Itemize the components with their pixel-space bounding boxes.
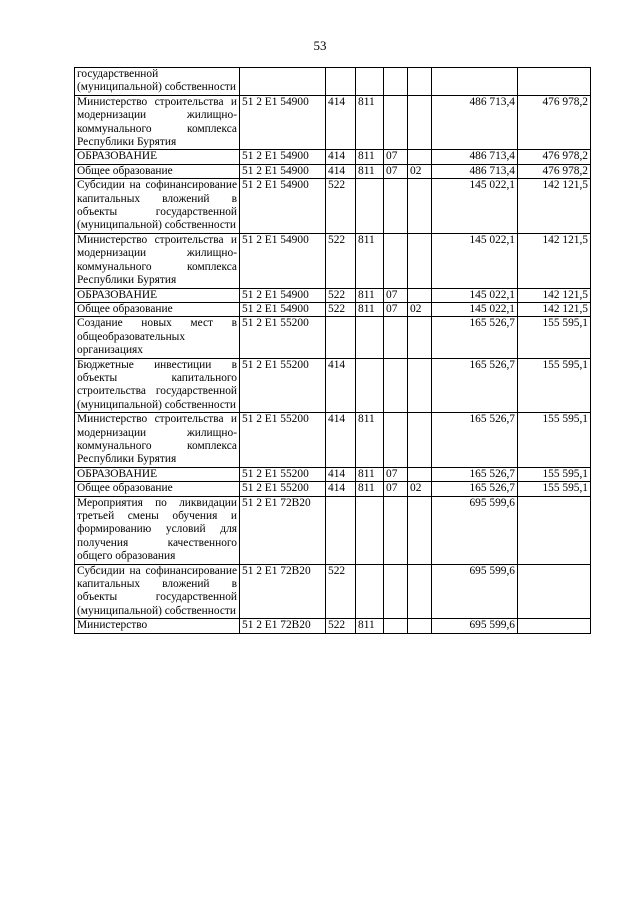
expense-type-cell: 522 (326, 619, 356, 633)
subsection-cell: 02 (408, 164, 432, 178)
subsection-cell (408, 179, 432, 234)
subsection-cell (408, 317, 432, 358)
amount-year2-cell: 476 978,2 (518, 150, 591, 164)
target-code-cell: 51 2 E1 55200 (240, 413, 326, 468)
row-name-cell: ОБРАЗОВАНИЕ (75, 150, 240, 164)
target-code-cell: 51 2 E1 54900 (240, 95, 326, 150)
target-code-cell (240, 68, 326, 96)
subsection-cell (408, 358, 432, 413)
ministry-code-cell: 811 (356, 288, 384, 302)
amount-year2-cell: 155 595,1 (518, 413, 591, 468)
row-name-cell: Министерство строительства и модернизации жилищно-коммунального комплекса Республики Бурятия (75, 413, 240, 468)
subsection-cell: 02 (408, 482, 432, 496)
amount-year1-cell (432, 68, 518, 96)
subsection-cell (408, 95, 432, 150)
target-code-cell: 51 2 E1 54900 (240, 302, 326, 316)
subsection-cell (408, 288, 432, 302)
row-name-cell: Министерство строительства и модернизации жилищно-коммунального комплекса Республики Бурятия (75, 233, 240, 288)
amount-year1-cell: 486 713,4 (432, 95, 518, 150)
subsection-cell (408, 467, 432, 481)
table-row (75, 564, 591, 619)
ministry-code-cell: 811 (356, 95, 384, 150)
table-row (75, 496, 591, 564)
row-name-cell: Министерство (75, 619, 240, 633)
expense-type-cell (326, 317, 356, 358)
amount-year1-cell: 695 599,6 (432, 496, 518, 564)
section-cell (384, 619, 408, 633)
expense-type-cell: 522 (326, 302, 356, 316)
amount-year1-cell: 486 713,4 (432, 164, 518, 178)
ministry-code-cell: 811 (356, 302, 384, 316)
target-code-cell: 51 2 E1 54900 (240, 150, 326, 164)
expense-type-cell: 414 (326, 164, 356, 178)
row-name-cell: Общее образование (75, 302, 240, 316)
target-code-cell: 51 2 E1 55200 (240, 358, 326, 413)
expense-type-cell: 522 (326, 564, 356, 619)
row-name-cell: Бюджетные инвестиции в объекты капитального строительства государственной (муниципальной) собственности (75, 358, 240, 413)
section-cell: 07 (384, 288, 408, 302)
table-row (75, 317, 591, 358)
ministry-code-cell (356, 564, 384, 619)
ministry-code-cell: 811 (356, 150, 384, 164)
expense-type-cell (326, 496, 356, 564)
section-cell: 07 (384, 150, 408, 164)
row-name-cell: Субсидии на софинансирование капитальных вложений в объекты государственной (муниципальной) собственности (75, 179, 240, 234)
row-name-cell: ОБРАЗОВАНИЕ (75, 288, 240, 302)
subsection-cell (408, 619, 432, 633)
amount-year2-cell: 155 595,1 (518, 358, 591, 413)
ministry-code-cell: 811 (356, 482, 384, 496)
subsection-cell (408, 413, 432, 468)
target-code-cell: 51 2 E1 55200 (240, 467, 326, 481)
section-cell (384, 233, 408, 288)
amount-year1-cell: 145 022,1 (432, 233, 518, 288)
section-cell (384, 358, 408, 413)
expense-type-cell: 414 (326, 482, 356, 496)
subsection-cell (408, 68, 432, 96)
expense-type-cell: 414 (326, 467, 356, 481)
expense-type-cell: 522 (326, 179, 356, 234)
section-cell (384, 496, 408, 564)
expense-type-cell: 522 (326, 288, 356, 302)
amount-year1-cell: 695 599,6 (432, 564, 518, 619)
ministry-code-cell (356, 179, 384, 234)
table-row (75, 619, 591, 633)
row-name-cell: Субсидии на софинансирование капитальных вложений в объекты государственной (муниципальной) собственности (75, 564, 240, 619)
row-name-cell: Общее образование (75, 482, 240, 496)
amount-year2-cell: 142 121,5 (518, 233, 591, 288)
section-cell (384, 317, 408, 358)
amount-year2-cell: 155 595,1 (518, 317, 591, 358)
subsection-cell (408, 150, 432, 164)
table-row (75, 95, 591, 150)
ministry-code-cell: 811 (356, 164, 384, 178)
row-name-cell: Мероприятия по ликвидации третьей смены обучения и формированию условий для получения качественного общего образования (75, 496, 240, 564)
amount-year2-cell: 142 121,5 (518, 288, 591, 302)
target-code-cell: 51 2 E1 55200 (240, 482, 326, 496)
ministry-code-cell (356, 496, 384, 564)
amount-year1-cell: 165 526,7 (432, 413, 518, 468)
table-row (75, 288, 591, 302)
target-code-cell: 51 2 E1 72B20 (240, 564, 326, 619)
table-row (75, 413, 591, 468)
table-row (75, 302, 591, 316)
expense-type-cell: 414 (326, 150, 356, 164)
section-cell (384, 95, 408, 150)
subsection-cell (408, 233, 432, 288)
expense-type-cell: 414 (326, 358, 356, 413)
row-name-cell: Создание новых мест в общеобразовательных организациях (75, 317, 240, 358)
amount-year1-cell: 165 526,7 (432, 467, 518, 481)
amount-year2-cell (518, 496, 591, 564)
page-number: 53 (313, 38, 327, 53)
amount-year1-cell: 165 526,7 (432, 317, 518, 358)
target-code-cell: 51 2 E1 54900 (240, 164, 326, 178)
row-name-cell: государственной (муниципальной) собственности (75, 68, 240, 96)
amount-year1-cell: 145 022,1 (432, 288, 518, 302)
amount-year2-cell: 142 121,5 (518, 179, 591, 234)
target-code-cell: 51 2 E1 72B20 (240, 619, 326, 633)
amount-year2-cell: 476 978,2 (518, 95, 591, 150)
amount-year2-cell (518, 619, 591, 633)
table-row (75, 179, 591, 234)
budget-table (74, 67, 591, 634)
amount-year1-cell: 165 526,7 (432, 358, 518, 413)
subsection-cell: 02 (408, 302, 432, 316)
ministry-code-cell (356, 358, 384, 413)
expense-type-cell (326, 68, 356, 96)
section-cell (384, 68, 408, 96)
section-cell (384, 413, 408, 468)
amount-year2-cell: 155 595,1 (518, 467, 591, 481)
table-row (75, 467, 591, 481)
target-code-cell: 51 2 E1 72B20 (240, 496, 326, 564)
amount-year1-cell: 165 526,7 (432, 482, 518, 496)
amount-year2-cell (518, 68, 591, 96)
ministry-code-cell (356, 68, 384, 96)
table-row (75, 358, 591, 413)
target-code-cell: 51 2 E1 55200 (240, 317, 326, 358)
amount-year1-cell: 145 022,1 (432, 302, 518, 316)
table-row (75, 482, 591, 496)
amount-year2-cell (518, 564, 591, 619)
target-code-cell: 51 2 E1 54900 (240, 233, 326, 288)
subsection-cell (408, 564, 432, 619)
ministry-code-cell (356, 317, 384, 358)
target-code-cell: 51 2 E1 54900 (240, 288, 326, 302)
row-name-cell: Министерство строительства и модернизации жилищно-коммунального комплекса Республики Бурятия (75, 95, 240, 150)
amount-year1-cell: 145 022,1 (432, 179, 518, 234)
amount-year1-cell: 695 599,6 (432, 619, 518, 633)
section-cell: 07 (384, 164, 408, 178)
table-row (75, 233, 591, 288)
row-name-cell: ОБРАЗОВАНИЕ (75, 467, 240, 481)
target-code-cell: 51 2 E1 54900 (240, 179, 326, 234)
amount-year2-cell: 142 121,5 (518, 302, 591, 316)
row-name-cell: Общее образование (75, 164, 240, 178)
subsection-cell (408, 496, 432, 564)
section-cell: 07 (384, 467, 408, 481)
ministry-code-cell: 811 (356, 233, 384, 288)
expense-type-cell: 522 (326, 233, 356, 288)
amount-year2-cell: 476 978,2 (518, 164, 591, 178)
ministry-code-cell: 811 (356, 619, 384, 633)
table-row (75, 68, 591, 96)
ministry-code-cell: 811 (356, 413, 384, 468)
ministry-code-cell: 811 (356, 467, 384, 481)
table-row (75, 164, 591, 178)
section-cell (384, 179, 408, 234)
amount-year1-cell: 486 713,4 (432, 150, 518, 164)
section-cell: 07 (384, 482, 408, 496)
expense-type-cell: 414 (326, 413, 356, 468)
section-cell (384, 564, 408, 619)
expense-type-cell: 414 (326, 95, 356, 150)
section-cell: 07 (384, 302, 408, 316)
amount-year2-cell: 155 595,1 (518, 482, 591, 496)
table-body (75, 68, 591, 634)
table-row (75, 150, 591, 164)
